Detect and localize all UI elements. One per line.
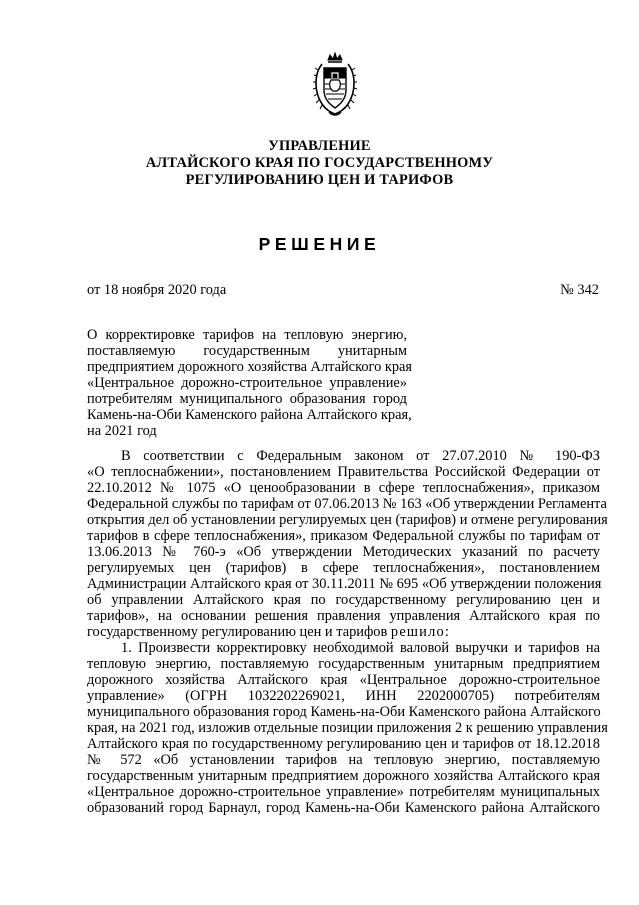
body-line: Федеральной службы по тарифам от 07.06.2013 № 163 «Об утверждении Регламента: [87, 496, 607, 512]
body-line: тепловую энергию, поставляемую государственным унитарным предприятием: [87, 656, 600, 672]
body-line: «Центральное дорожно-строительное управление» потребителям муниципальных: [87, 784, 600, 800]
body-line: края, на 2021 год, изложив отдельные позиции приложения 2 к решению управления: [87, 720, 608, 736]
agency-name-line-1: УПРАВЛЕНИЕ: [268, 138, 371, 154]
document-number: № 342: [560, 282, 599, 298]
agency-name-line-2: АЛТАЙСКОГО КРАЯ ПО ГОСУДАРСТВЕННОМУ: [145, 155, 494, 171]
body-line: образований город Барнаул, город Камень-на-Оби Каменского района Алтайского: [87, 800, 600, 816]
body-line: муниципального образования город Камень-на-Оби Каменского района Алтайского: [87, 704, 601, 720]
body-line: государственным унитарным предприятием дорожного хозяйства Алтайского края: [87, 768, 600, 784]
document-subject: [87, 327, 413, 439]
body-line: 13.06.2013 № 760-э «Об утверждении Методических указаний по расчету: [87, 544, 600, 560]
body-line: В соответствии с Федеральным законом от 27.07.2010 № 190-ФЗ: [121, 448, 600, 464]
body-line: 1. Произвести корректировку необходимой валовой выручки и тарифов на: [121, 640, 600, 656]
document-body: [87, 448, 608, 816]
body-line: № 572 «Об установлении тарифов на тепловую энергию, поставляемую: [87, 752, 600, 768]
body-line: об управлении Алтайского края по государственному регулированию цен и: [87, 592, 600, 608]
subject-line: предприятием дорожного хозяйства Алтайского края: [87, 359, 413, 375]
subject-line: Камень-на-Оби Каменского района Алтайского края,: [87, 407, 412, 423]
body-line: Администрации Алтайского края от 30.11.2011 № 695 «Об утверждении положения: [87, 576, 602, 592]
body-line: дорожного хозяйства Алтайского края «Центральное дорожно-строительное: [87, 672, 600, 688]
decided-word: решило:: [390, 624, 451, 640]
subject-line: О корректировке тарифов на тепловую энергию,: [87, 327, 407, 343]
subject-line: на 2021 год: [87, 423, 157, 439]
body-line: «О теплоснабжении», постановлением Правительства Российской Федерации от: [87, 464, 600, 480]
body-line: управление» (ОГРН 1032202269021, ИНН 2202000705) потребителям: [87, 688, 600, 704]
subject-line: «Центральное дорожно-строительное управление»: [87, 375, 407, 391]
altai-krai-coat-of-arms-icon: [312, 50, 358, 120]
body-line: тарифов в сфере теплоснабжения», приказом Федеральной службы по тарифам от: [87, 528, 600, 544]
agency-name: [0, 138, 639, 189]
document-date: от 18 ноября 2020 года: [87, 282, 227, 298]
body-line: открытия дел об установлении регулируемых цен (тарифов) и отмене регулирования: [87, 512, 608, 528]
document-type-title: РЕШЕНИЕ: [258, 234, 381, 254]
body-line: тарифов», на основании решения правления управления Алтайского края по: [87, 608, 600, 624]
body-line-text: государственному регулированию цен и тарифов: [87, 624, 388, 640]
agency-name-line-3: РЕГУЛИРОВАНИЮ ЦЕН И ТАРИФОВ: [185, 172, 454, 188]
body-line: Алтайского края по государственному регулированию цен и тарифов от 18.12.2018: [87, 736, 600, 752]
subject-line: потребителям муниципального образования город: [87, 391, 407, 407]
body-line: регулируемых цен (тарифов) в сфере теплоснабжения», постановлением: [87, 560, 600, 576]
body-line: [87, 624, 600, 640]
subject-line: поставляемую государственным унитарным: [87, 343, 407, 359]
body-line: 22.10.2012 № 1075 «О ценообразовании в сфере теплоснабжения», приказом: [87, 480, 600, 496]
